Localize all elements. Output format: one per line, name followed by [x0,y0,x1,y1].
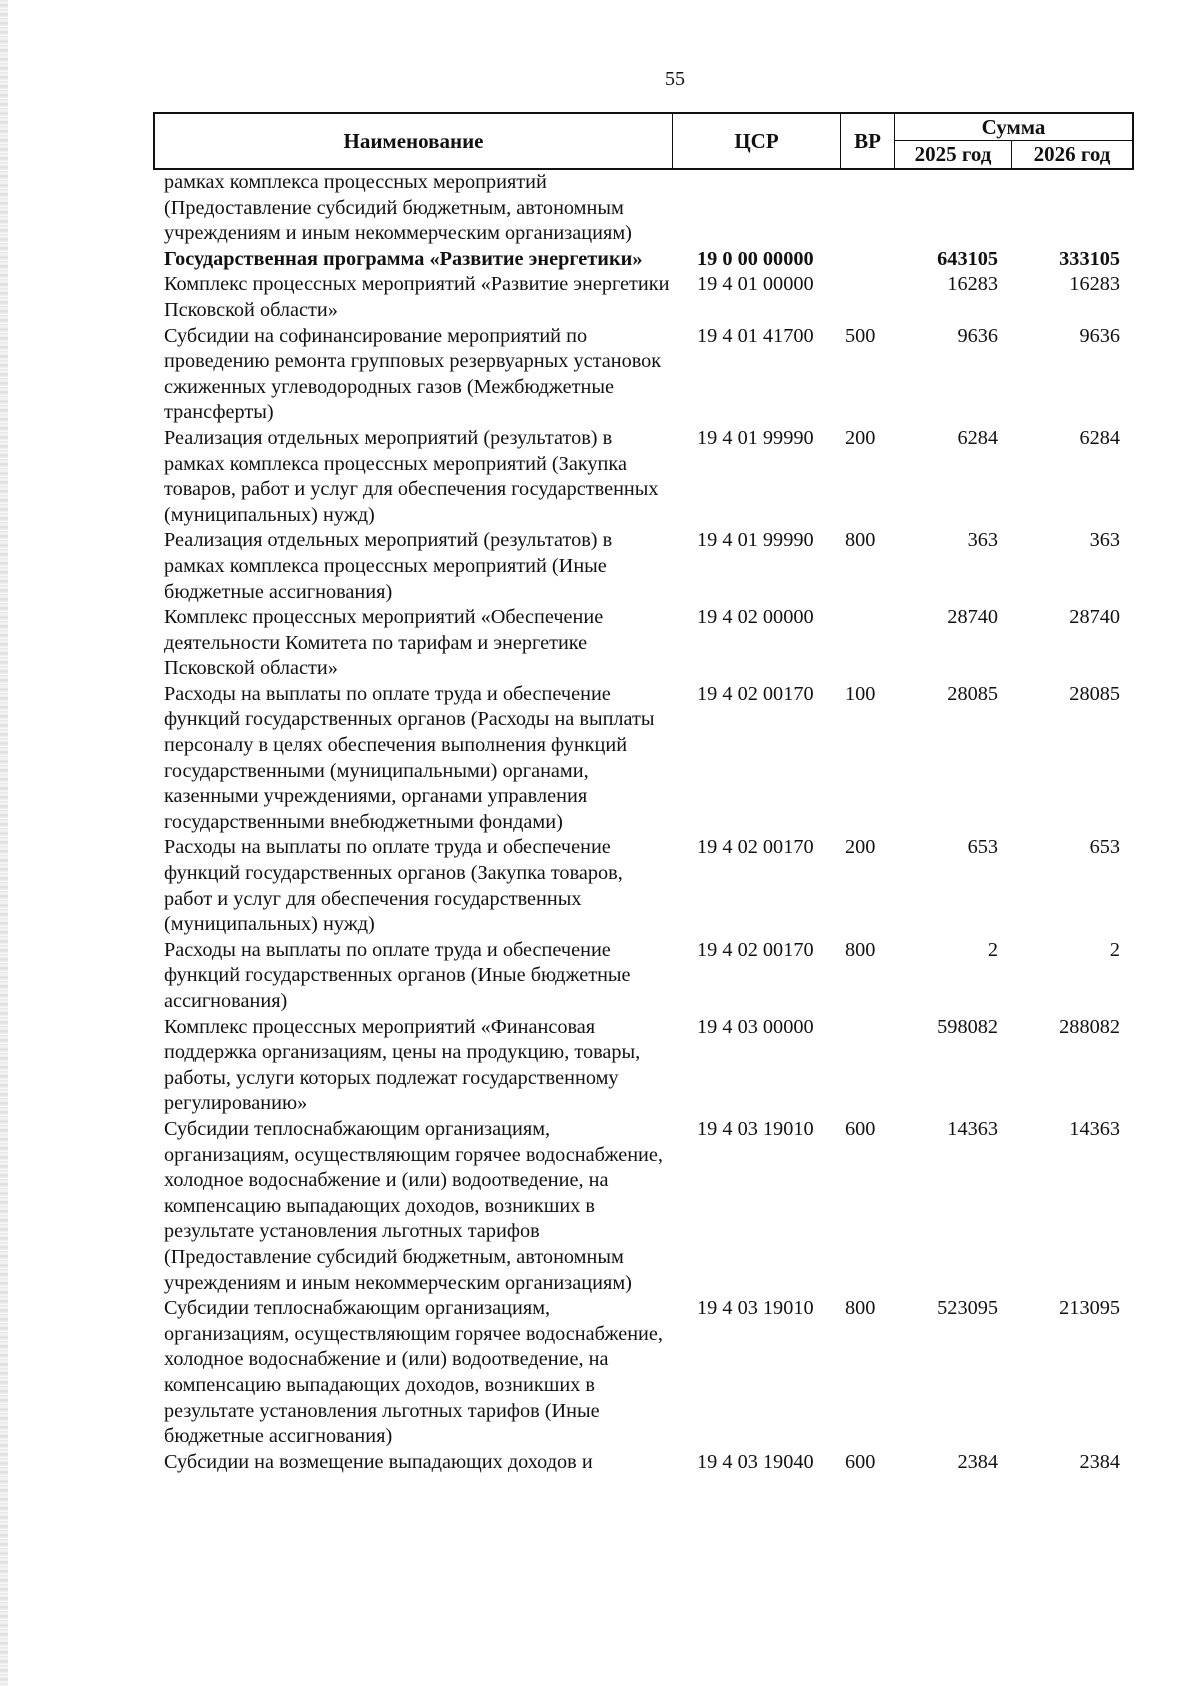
row-vr: 600 [845,1117,876,1140]
row-name: Субсидии на возмещение выпадающих доходов и [164,1450,593,1473]
row-name: Государственная программа «Развитие энергетики» [164,247,643,270]
row-2026: 2384 [1079,1450,1120,1473]
header-year-2025: 2025 год [895,141,1012,168]
row-name: Расходы на выплаты по оплате труда и обеспечение функций государственных органов (Закупка товаров, работ и услуг для обеспечения государственных (муниципальных) нужд) [164,836,623,936]
table-row [153,170,1134,247]
row-2026: 28740 [1069,606,1120,629]
row-csr: 19 4 03 19010 [697,1297,814,1320]
table-row [153,528,1134,605]
table-header [153,112,1134,170]
row-csr: 19 4 01 41700 [697,324,814,347]
row-vr: 800 [845,938,876,961]
row-2026: 14363 [1069,1117,1120,1140]
row-name: Субсидии на софинансирование мероприятий по проведению ремонта групповых резервуарных установок сжиженных углеводородных газов (Межбюджетные трансферты) [164,324,662,424]
header-vr: ВР [841,114,895,168]
table-row [153,605,1134,682]
row-csr: 19 4 02 00170 [697,682,814,705]
scan-edge-artifact [0,0,8,1686]
row-2025: 2384 [957,1450,998,1473]
row-vr: 100 [845,682,876,705]
row-name: Расходы на выплаты по оплате труда и обеспечение функций государственных органов (Иные бюджетные ассигнования) [164,938,631,1012]
row-csr: 19 4 02 00000 [697,606,814,629]
table-row [153,272,1134,323]
row-2025: 598082 [937,1015,998,1038]
row-2026 [1010,170,1130,247]
table-row [153,835,1134,937]
header-name: Наименование [155,114,673,168]
row-vr: 200 [845,836,876,859]
row-name: Комплекс процессных мероприятий «Развитие энергетики Псковской области» [164,273,670,321]
table-row [153,426,1134,528]
row-2025: 2 [987,938,998,961]
row-2025 [893,170,1010,247]
row-2025: 9636 [957,324,998,347]
row-2026: 9636 [1079,324,1120,347]
row-2026: 6284 [1079,426,1120,449]
row-vr: 500 [845,324,876,347]
table-row [153,247,1134,273]
row-vr [839,1015,893,1117]
table-body [153,170,1134,1475]
table-row [153,324,1134,426]
row-vr [839,170,893,247]
row-vr [839,605,893,682]
row-vr: 800 [845,1297,876,1320]
row-name: рамках комплекса процессных мероприятий (Предоставление субсидий бюджетным, автономным учреждениям и иным некоммерческим организациям) [164,171,632,245]
row-name: Реализация отдельных мероприятий (результатов) в рамках комплекса процессных мероприятий (Иные бюджетные ассигнования) [164,529,613,603]
row-name: Расходы на выплаты по оплате труда и обеспечение функций государственных органов (Расходы на выплаты персоналу в целях обеспечения выполнения функций государственными (муниципальными) органами, казенными учреждениями, органами управления государственными внебюджетными фондами) [164,682,655,833]
row-2026: 2 [1109,938,1120,961]
row-2026: 363 [1089,529,1120,552]
row-2025: 363 [967,529,998,552]
table-row [153,1296,1134,1450]
row-name: Комплекс процессных мероприятий «Обеспечение деятельности Комитета по тарифам и энергетике Псковской области» [164,606,604,680]
table-row [153,682,1134,836]
row-vr [839,247,893,273]
row-name: Комплекс процессных мероприятий «Финансовая поддержка организациям, цены на продукцию, товары, работы, услуги которых подлежат государственному регулированию» [164,1015,641,1115]
row-2025: 523095 [937,1297,998,1320]
row-name: Субсидии теплоснабжающим организациям, организациям, осуществляющим горячее водоснабжение, холодное водоснабжение и (или) водоотведение, на компенсацию выпадающих доходов, возникших в результате установления льготных тарифов (Иные бюджетные ассигнования) [164,1297,663,1448]
row-2026: 653 [1089,836,1120,859]
row-csr: 19 4 01 99990 [697,426,814,449]
row-2025: 14363 [947,1117,998,1140]
row-name: Реализация отдельных мероприятий (результатов) в рамках комплекса процессных мероприятий (Закупка товаров, работ и услуг для обеспечения государственных (муниципальных) нужд) [164,426,659,526]
row-csr: 19 4 02 00170 [697,938,814,961]
row-csr: 19 4 01 99990 [697,529,814,552]
row-csr [671,170,839,247]
row-csr: 19 4 03 19040 [697,1450,814,1473]
row-2025: 643105 [937,247,998,270]
page-number: 55 [665,68,685,90]
row-2026: 16283 [1069,273,1120,296]
row-csr: 19 4 03 19010 [697,1117,814,1140]
row-vr: 600 [845,1450,876,1473]
table-row [153,1015,1134,1117]
table-row [153,1450,1134,1476]
row-2025: 28085 [947,682,998,705]
row-2026: 333105 [1059,247,1120,270]
header-sum: Сумма [895,114,1132,141]
header-csr: ЦСР [673,114,841,168]
table-row [153,938,1134,1015]
row-vr: 200 [845,426,876,449]
row-csr: 19 0 00 00000 [697,247,814,270]
row-vr: 800 [845,529,876,552]
row-vr [839,272,893,323]
row-csr: 19 4 01 00000 [697,273,814,296]
row-2025: 28740 [947,606,998,629]
row-2026: 28085 [1069,682,1120,705]
row-2025: 16283 [947,273,998,296]
row-csr: 19 4 03 00000 [697,1015,814,1038]
row-name: Субсидии теплоснабжающим организациям, организациям, осуществляющим горячее водоснабжение, холодное водоснабжение и (или) водоотведение, на компенсацию выпадающих доходов, возникших в результате установления льготных тарифов (Предоставление субсидий бюджетным, автономным учреждениям и иным некоммерческим организациям) [164,1117,663,1294]
row-2026: 213095 [1059,1297,1120,1320]
row-2026: 288082 [1059,1015,1120,1038]
row-2025: 653 [967,836,998,859]
header-year-2026: 2026 год [1033,142,1111,166]
row-2025: 6284 [957,426,998,449]
row-csr: 19 4 02 00170 [697,836,814,859]
table-row [153,1117,1134,1296]
